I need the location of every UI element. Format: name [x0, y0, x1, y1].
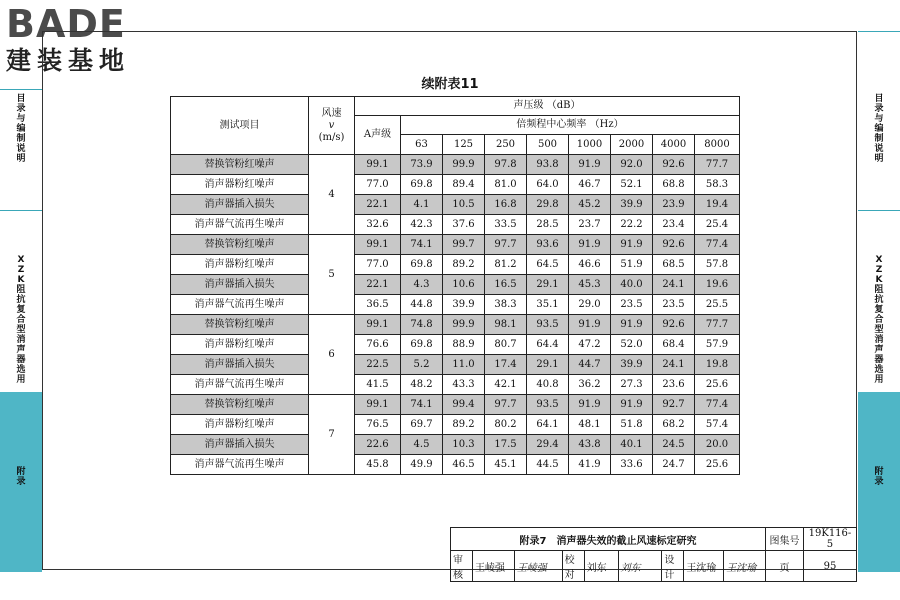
table-cell: 77.0	[355, 255, 401, 275]
table-cell: 22.1	[355, 195, 401, 215]
table-row	[171, 215, 740, 235]
table-cell: 16.5	[485, 275, 527, 295]
table-cell: 20.0	[695, 435, 740, 455]
table-cell: 64.5	[527, 255, 569, 275]
table-row	[171, 395, 740, 415]
table-cell: 10.3	[443, 435, 485, 455]
designer-signature: 王沈瑜	[724, 551, 766, 582]
table-cell: 93.6	[527, 235, 569, 255]
logo-cjk-text: 建装基地	[6, 46, 131, 75]
table-cell: 24.5	[653, 435, 695, 455]
table-cell: 91.9	[611, 235, 653, 255]
table-cell: 22.2	[611, 215, 653, 235]
table-cell: 22.6	[355, 435, 401, 455]
row-wind-speed: 4	[309, 155, 355, 235]
table-cell: 22.1	[355, 275, 401, 295]
table-cell: 99.1	[355, 155, 401, 175]
table-cell: 99.4	[443, 395, 485, 415]
table-cell: 73.9	[401, 155, 443, 175]
table-cell: 57.8	[695, 255, 740, 275]
side-tab-label: 附录	[874, 467, 884, 487]
table-cell: 89.4	[443, 175, 485, 195]
table-cell: 36.5	[355, 295, 401, 315]
reviewer-signature: 王崚强	[514, 551, 562, 582]
table-cell: 69.7	[401, 415, 443, 435]
table-cell: 99.7	[443, 235, 485, 255]
row-test-item: 消声器插入损失	[171, 355, 309, 375]
table-cell: 93.8	[527, 155, 569, 175]
table-cell: 45.2	[569, 195, 611, 215]
table-cell: 64.0	[527, 175, 569, 195]
row-test-item: 消声器插入损失	[171, 435, 309, 455]
table-cell: 10.6	[443, 275, 485, 295]
table-cell: 74.8	[401, 315, 443, 335]
table-cell: 91.9	[611, 315, 653, 335]
table-cell: 80.2	[485, 415, 527, 435]
table-row	[171, 255, 740, 275]
header-freq-cell: 1000	[569, 135, 611, 155]
atlas-number: 19K116-5	[803, 528, 856, 551]
table-row	[171, 155, 740, 175]
header-octave: 倍频程中心频率 （Hz）	[401, 116, 740, 135]
side-tab-appendix[interactable]	[0, 392, 42, 572]
table-cell: 91.9	[569, 235, 611, 255]
row-test-item: 消声器气流再生噪声	[171, 295, 309, 315]
review-label: 审核	[451, 551, 473, 582]
table-cell: 46.5	[443, 455, 485, 475]
table-cell: 52.1	[611, 175, 653, 195]
table-cell: 97.7	[485, 235, 527, 255]
table-cell: 42.3	[401, 215, 443, 235]
table-cell: 19.8	[695, 355, 740, 375]
row-test-item: 消声器插入损失	[171, 275, 309, 295]
row-test-item: 替换管粉红噪声	[171, 395, 309, 415]
table-cell: 33.5	[485, 215, 527, 235]
table-cell: 29.8	[527, 195, 569, 215]
header-freq-cell: 8000	[695, 135, 740, 155]
table-cell: 11.0	[443, 355, 485, 375]
drawing-title: 附录7 消声器失效的截止风速标定研究	[451, 528, 766, 551]
row-test-item: 消声器粉红噪声	[171, 255, 309, 275]
table-cell: 89.2	[443, 415, 485, 435]
table-cell: 29.1	[527, 275, 569, 295]
table-cell: 35.1	[527, 295, 569, 315]
atlas-label: 图集号	[766, 528, 804, 551]
checker-name: 刘东	[584, 551, 618, 582]
table-cell: 4.3	[401, 275, 443, 295]
table-cell: 45.1	[485, 455, 527, 475]
table-cell: 68.2	[653, 415, 695, 435]
side-divider	[0, 89, 42, 90]
row-test-item: 替换管粉红噪声	[171, 315, 309, 335]
header-spl: 声压级 （dB）	[355, 97, 740, 116]
side-tab-xzk[interactable]	[858, 255, 900, 385]
header-wind-speed	[309, 97, 355, 155]
side-divider	[858, 210, 900, 211]
row-wind-speed: 7	[309, 395, 355, 475]
side-tab-contents[interactable]	[858, 94, 900, 204]
table-cell: 25.6	[695, 375, 740, 395]
table-cell: 28.5	[527, 215, 569, 235]
table-cell: 92.6	[653, 235, 695, 255]
row-test-item: 消声器粉红噪声	[171, 175, 309, 195]
table-cell: 99.9	[443, 315, 485, 335]
table-cell: 24.1	[653, 275, 695, 295]
table-cell: 91.9	[611, 395, 653, 415]
table-cell: 57.9	[695, 335, 740, 355]
title-block	[450, 527, 857, 581]
right-side-tabs	[858, 0, 900, 600]
side-divider	[858, 31, 900, 32]
side-tab-label: 附录	[16, 467, 26, 487]
table-cell: 58.3	[695, 175, 740, 195]
table-row	[171, 355, 740, 375]
table-cell: 17.5	[485, 435, 527, 455]
designer-name: 王沈瑜	[684, 551, 724, 582]
table-cell: 32.6	[355, 215, 401, 235]
table-cell: 33.6	[611, 455, 653, 475]
table-cell: 40.1	[611, 435, 653, 455]
table-cell: 24.7	[653, 455, 695, 475]
table-cell: 76.5	[355, 415, 401, 435]
table-cell: 77.4	[695, 235, 740, 255]
table-row	[171, 295, 740, 315]
row-test-item: 消声器粉红噪声	[171, 415, 309, 435]
table-cell: 44.8	[401, 295, 443, 315]
table-cell: 89.2	[443, 255, 485, 275]
table-cell: 68.8	[653, 175, 695, 195]
table-cell: 92.0	[611, 155, 653, 175]
table-cell: 88.9	[443, 335, 485, 355]
table-cell: 48.2	[401, 375, 443, 395]
table-cell: 51.8	[611, 415, 653, 435]
table-row	[171, 175, 740, 195]
table-cell: 45.3	[569, 275, 611, 295]
table-cell: 92.6	[653, 315, 695, 335]
page-number: 95	[803, 551, 856, 582]
table-cell: 68.5	[653, 255, 695, 275]
table-cell: 77.0	[355, 175, 401, 195]
table-row	[171, 335, 740, 355]
row-test-item: 消声器粉红噪声	[171, 335, 309, 355]
table-cell: 39.9	[611, 355, 653, 375]
table-cell: 91.9	[569, 395, 611, 415]
table-cell: 25.4	[695, 215, 740, 235]
table-cell: 23.9	[653, 195, 695, 215]
table-row	[171, 195, 740, 215]
row-test-item: 替换管粉红噪声	[171, 235, 309, 255]
side-tab-label: XZK阻抗复合型消声器选用	[16, 255, 26, 385]
header-freq-cell: 63	[401, 135, 443, 155]
header-freq-cell: 2000	[611, 135, 653, 155]
table-cell: 46.6	[569, 255, 611, 275]
table-cell: 91.9	[569, 155, 611, 175]
table-cell: 25.6	[695, 455, 740, 475]
table-cell: 93.5	[527, 395, 569, 415]
table-cell: 77.4	[695, 395, 740, 415]
table-cell: 49.9	[401, 455, 443, 475]
table-cell: 98.1	[485, 315, 527, 335]
table-cell: 25.5	[695, 295, 740, 315]
table-cell: 93.5	[527, 315, 569, 335]
table-cell: 19.4	[695, 195, 740, 215]
side-tab-xzk[interactable]	[0, 255, 42, 385]
header-freq-cell: 500	[527, 135, 569, 155]
table-cell: 52.0	[611, 335, 653, 355]
table-cell: 81.0	[485, 175, 527, 195]
table-cell: 76.6	[355, 335, 401, 355]
header-wind-speed-line1: 风速	[321, 107, 342, 119]
table-cell: 23.6	[653, 375, 695, 395]
design-label: 设计	[662, 551, 684, 582]
table-cell: 51.9	[611, 255, 653, 275]
row-test-item: 消声器气流再生噪声	[171, 375, 309, 395]
table-cell: 39.9	[611, 195, 653, 215]
table-cell: 22.5	[355, 355, 401, 375]
table-cell: 10.5	[443, 195, 485, 215]
table-cell: 69.8	[401, 255, 443, 275]
header-test-item: 测试项目	[171, 97, 309, 155]
table-cell: 45.8	[355, 455, 401, 475]
table-cell: 97.8	[485, 155, 527, 175]
row-test-item: 消声器气流再生噪声	[171, 455, 309, 475]
table-cell: 68.4	[653, 335, 695, 355]
table-cell: 74.1	[401, 235, 443, 255]
table-row	[171, 275, 740, 295]
logo-latin-text: BADE	[6, 2, 126, 46]
table-cell: 44.7	[569, 355, 611, 375]
header-a-level: A声级	[355, 116, 401, 155]
table-cell: 41.9	[569, 455, 611, 475]
table-cell: 19.6	[695, 275, 740, 295]
table-cell: 69.8	[401, 175, 443, 195]
header-freq-cell: 4000	[653, 135, 695, 155]
table-cell: 92.7	[653, 395, 695, 415]
page-label: 页	[766, 551, 804, 582]
table-cell: 43.8	[569, 435, 611, 455]
table-cell: 37.6	[443, 215, 485, 235]
table-cell: 91.9	[569, 315, 611, 335]
table-cell: 27.3	[611, 375, 653, 395]
table-cell: 29.1	[527, 355, 569, 375]
table-row	[171, 455, 740, 475]
table-cell: 38.3	[485, 295, 527, 315]
side-tab-appendix[interactable]	[858, 392, 900, 572]
table-cell: 40.8	[527, 375, 569, 395]
table-row	[171, 375, 740, 395]
table-cell: 43.3	[443, 375, 485, 395]
table-cell: 99.1	[355, 235, 401, 255]
left-side-tabs	[0, 0, 42, 600]
check-label: 校对	[562, 551, 584, 582]
row-wind-speed: 6	[309, 315, 355, 395]
table-cell: 77.7	[695, 315, 740, 335]
side-divider	[0, 210, 42, 211]
table-cell: 23.4	[653, 215, 695, 235]
table-row	[171, 235, 740, 255]
table-cell: 57.4	[695, 415, 740, 435]
table-cell: 36.2	[569, 375, 611, 395]
table-cell: 23.5	[653, 295, 695, 315]
side-tab-label: 目录与编制说明	[874, 94, 884, 164]
table-cell: 16.8	[485, 195, 527, 215]
reviewer-name: 王崚强	[472, 551, 514, 582]
table-cell: 64.1	[527, 415, 569, 435]
header-freq-cell: 125	[443, 135, 485, 155]
table-cell: 77.7	[695, 155, 740, 175]
table-cell: 29.0	[569, 295, 611, 315]
row-wind-speed: 5	[309, 235, 355, 315]
table-cell: 92.6	[653, 155, 695, 175]
table-cell: 40.0	[611, 275, 653, 295]
table-cell: 17.4	[485, 355, 527, 375]
table-row	[171, 315, 740, 335]
table-cell: 48.1	[569, 415, 611, 435]
table-cell: 23.7	[569, 215, 611, 235]
table-cell: 4.1	[401, 195, 443, 215]
table-cell: 29.4	[527, 435, 569, 455]
checker-signature: 刘东	[618, 551, 662, 582]
side-tab-label: 目录与编制说明	[16, 94, 26, 164]
header-freq-cell: 250	[485, 135, 527, 155]
table-cell: 99.1	[355, 315, 401, 335]
table-cell: 23.5	[611, 295, 653, 315]
table-cell: 69.8	[401, 335, 443, 355]
table-cell: 99.9	[443, 155, 485, 175]
table-cell: 81.2	[485, 255, 527, 275]
header-wind-speed-line2: v	[328, 119, 335, 131]
table-title: 续附表11	[421, 77, 479, 92]
row-test-item: 消声器气流再生噪声	[171, 215, 309, 235]
row-test-item: 消声器插入损失	[171, 195, 309, 215]
table-cell: 42.1	[485, 375, 527, 395]
table-cell: 99.1	[355, 395, 401, 415]
table-cell: 64.4	[527, 335, 569, 355]
side-tab-label: XZK阻抗复合型消声器选用	[874, 255, 884, 385]
table-cell: 80.7	[485, 335, 527, 355]
row-test-item: 替换管粉红噪声	[171, 155, 309, 175]
table-cell: 47.2	[569, 335, 611, 355]
table-cell: 39.9	[443, 295, 485, 315]
table-cell: 24.1	[653, 355, 695, 375]
side-tab-contents[interactable]	[0, 94, 42, 204]
table-cell: 41.5	[355, 375, 401, 395]
table-cell: 46.7	[569, 175, 611, 195]
table-row	[171, 415, 740, 435]
table-cell: 4.5	[401, 435, 443, 455]
data-table	[170, 96, 740, 475]
table-cell: 97.7	[485, 395, 527, 415]
table-cell: 5.2	[401, 355, 443, 375]
table-row	[171, 435, 740, 455]
table-cell: 74.1	[401, 395, 443, 415]
header-wind-speed-line3: (m/s)	[318, 131, 345, 143]
table-cell: 44.5	[527, 455, 569, 475]
